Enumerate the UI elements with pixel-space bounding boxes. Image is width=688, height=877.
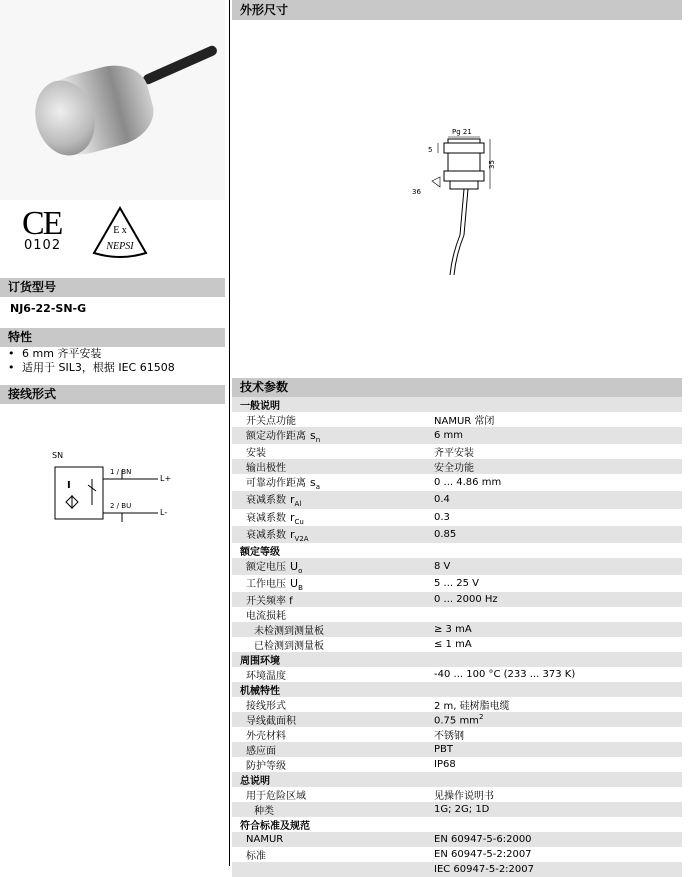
spec-row bbox=[232, 427, 682, 444]
spec-label: 额定电压 $U_o$ bbox=[232, 558, 434, 575]
spec-label: 已检测到测量板 bbox=[254, 641, 324, 653]
spec-value: IP68 bbox=[434, 759, 456, 771]
spec-label: 安装 bbox=[246, 448, 266, 460]
spec-row bbox=[232, 757, 682, 772]
spec-value: PBT bbox=[434, 742, 682, 757]
spec-label: 开关点功能 bbox=[246, 416, 296, 427]
spec-group-row bbox=[232, 772, 682, 787]
spec-label: 外壳材料 bbox=[246, 731, 286, 743]
order-value: NJ6-22-SN-G bbox=[10, 302, 87, 315]
spec-value bbox=[434, 652, 682, 667]
spec-label: NAMUR bbox=[232, 832, 434, 847]
spec-label: 标准 bbox=[246, 850, 266, 862]
l-minus-label: L- bbox=[160, 508, 168, 517]
wiring-header: 接线形式 bbox=[0, 385, 225, 404]
spec-label: 输出极性 bbox=[232, 459, 434, 474]
feature-item: • 适用于 SIL3，根据 IEC 61508 bbox=[8, 361, 175, 375]
dim-36-label: 36 bbox=[412, 188, 421, 196]
wiring-sn-label: SN bbox=[52, 451, 64, 460]
wiring-i-label: I bbox=[67, 480, 71, 491]
features-header: 特性 bbox=[0, 328, 225, 347]
spec-label: 感应面 bbox=[232, 742, 434, 757]
spec-row bbox=[232, 509, 682, 526]
tech-section bbox=[232, 378, 682, 877]
ex-logo-bottom-text: NEPSI bbox=[106, 241, 134, 252]
spec-label: 电流损耗 bbox=[246, 611, 286, 623]
spec-value: EN 60947-5-6:2000 bbox=[434, 832, 682, 847]
spec-label: 衰减系数 $r_{Al}$ bbox=[232, 491, 434, 508]
spec-row bbox=[232, 575, 682, 592]
spec-value: 齐平安装 bbox=[434, 448, 474, 460]
spec-symbol: $r_{Cu}$ bbox=[290, 510, 304, 526]
spec-group-label: 周围环境 bbox=[232, 652, 434, 667]
spec-group-label: 符合标准及规范 bbox=[240, 821, 310, 833]
spec-label: 可靠动作距离 $s_a$ bbox=[246, 476, 321, 492]
spec-group-row bbox=[232, 817, 682, 832]
spec-label: 工作电压 $U_B$ bbox=[246, 577, 303, 593]
feature-item: • 6 mm 齐平安装 bbox=[8, 347, 175, 361]
spec-row bbox=[232, 802, 682, 817]
dim-35-label: 35 bbox=[488, 160, 496, 169]
spec-label: 开关频率 f bbox=[232, 592, 434, 607]
spec-group-row bbox=[232, 682, 682, 697]
ce-number: 0102 bbox=[24, 238, 62, 253]
spec-row bbox=[232, 459, 682, 474]
spec-value: 0 ... 2000 Hz bbox=[434, 592, 682, 607]
spec-table bbox=[232, 397, 682, 877]
spec-value: IEC 60947-5-2:2007 bbox=[434, 862, 682, 877]
spec-value: EN 60947-5-2:2007 bbox=[434, 848, 532, 860]
spec-value: 6 mm bbox=[434, 427, 682, 444]
order-header: 订货型号 bbox=[0, 278, 225, 297]
spec-row bbox=[232, 558, 682, 575]
column-divider bbox=[229, 0, 230, 866]
spec-value: 1G; 2G; 1D bbox=[434, 802, 682, 817]
spec-group-label: 额定等级 bbox=[240, 546, 280, 558]
spec-label: 用于危险区域 bbox=[246, 791, 306, 803]
spec-value: 见操作说明书 bbox=[434, 791, 494, 803]
spec-label: 未检测到测量板 bbox=[232, 622, 434, 637]
spec-row bbox=[232, 622, 682, 637]
spec-row bbox=[232, 832, 682, 847]
spec-row bbox=[232, 412, 682, 427]
spec-value: 0.85 bbox=[434, 526, 682, 543]
spec-symbol: $s_a$ bbox=[310, 476, 321, 492]
spec-row bbox=[232, 862, 682, 877]
spec-value: 0.75 $mm^2$ bbox=[434, 712, 682, 727]
spec-row bbox=[232, 712, 682, 727]
spec-symbol: $U_o$ bbox=[290, 559, 303, 576]
spec-value bbox=[434, 682, 682, 697]
spec-label: 导线截面积 bbox=[232, 712, 434, 727]
spec-symbol: $U_B$ bbox=[290, 577, 303, 593]
tech-header: 技术参数 bbox=[232, 378, 682, 397]
spec-row bbox=[232, 607, 682, 622]
spec-row bbox=[232, 667, 682, 682]
wire1-label: 1 / BN bbox=[110, 468, 132, 476]
spec-group-label: 机械特性 bbox=[232, 682, 434, 697]
spec-value: 8 V bbox=[434, 558, 682, 575]
spec-value bbox=[434, 607, 682, 622]
spec-group-label: 一般说明 bbox=[232, 397, 434, 412]
dimensions-area bbox=[232, 20, 682, 375]
spec-value: 不锈钢 bbox=[434, 731, 464, 743]
spec-row bbox=[232, 847, 682, 862]
spec-label: 衰减系数 $r_{V2A}$ bbox=[232, 526, 434, 543]
spec-label: 接线形式 bbox=[246, 701, 286, 713]
left-column bbox=[0, 0, 225, 866]
spec-symbol: $s_n$ bbox=[310, 429, 321, 445]
spec-value bbox=[434, 817, 682, 832]
ex-nepsi-logo bbox=[90, 205, 150, 260]
spec-value: 0.4 bbox=[434, 491, 682, 508]
spec-row bbox=[232, 697, 682, 712]
product-photo bbox=[0, 0, 225, 200]
spec-value: 2 m, 硅树脂电缆 bbox=[434, 701, 510, 713]
spec-symbol: $r_{V2A}$ bbox=[290, 527, 309, 543]
spec-row bbox=[232, 592, 682, 607]
spec-row bbox=[232, 742, 682, 757]
dimension-drawing bbox=[410, 125, 530, 285]
spec-row bbox=[232, 637, 682, 652]
ce-mark-logo: CE bbox=[22, 205, 62, 242]
features-list bbox=[8, 347, 175, 375]
spec-row bbox=[232, 444, 682, 459]
right-column bbox=[232, 0, 682, 875]
ex-logo-top-text: E x bbox=[113, 225, 127, 236]
spec-row bbox=[232, 526, 682, 543]
spec-label: 防护等级 bbox=[246, 761, 286, 773]
wiring-diagram bbox=[50, 450, 200, 530]
spec-label: 衰减系数 $r_{Cu}$ bbox=[246, 510, 304, 526]
spec-label: 种类 bbox=[232, 802, 434, 817]
spec-value: 0 ... 4.86 mm bbox=[434, 477, 502, 489]
dim-5-label: 5 bbox=[428, 146, 433, 154]
spec-group-row bbox=[232, 543, 682, 558]
spec-row bbox=[232, 727, 682, 742]
spec-label: 额定动作距离 $s_n$ bbox=[232, 427, 434, 444]
wire2-label: 2 / BU bbox=[110, 502, 132, 510]
spec-value: 安全功能 bbox=[434, 459, 682, 474]
spec-symbol: $r_{Al}$ bbox=[290, 493, 302, 509]
spec-value bbox=[434, 772, 682, 787]
dimensions-header: 外形尺寸 bbox=[232, 0, 682, 20]
spec-group-label: 总说明 bbox=[232, 772, 434, 787]
spec-value: NAMUR 常闭 bbox=[434, 416, 495, 427]
spec-row bbox=[232, 491, 682, 508]
spec-value: 0.3 bbox=[434, 511, 450, 523]
spec-label bbox=[232, 862, 434, 877]
spec-group-row bbox=[232, 652, 682, 667]
spec-label: 环境温度 bbox=[246, 671, 286, 683]
spec-value bbox=[434, 397, 682, 412]
spec-value: -40 ... 100 °C (233 ... 373 K) bbox=[434, 669, 576, 681]
spec-row bbox=[232, 787, 682, 802]
cable-image bbox=[141, 44, 218, 86]
spec-value: ≥ 3 mA bbox=[434, 622, 682, 637]
l-plus-label: L+ bbox=[160, 474, 172, 483]
spec-value: ≤ 1 mA bbox=[434, 639, 472, 651]
spec-group-row bbox=[232, 397, 682, 412]
dim-pg-label: Pg 21 bbox=[452, 128, 472, 136]
spec-row bbox=[232, 474, 682, 491]
spec-value bbox=[434, 543, 682, 558]
spec-value: 5 ... 25 V bbox=[434, 578, 479, 590]
